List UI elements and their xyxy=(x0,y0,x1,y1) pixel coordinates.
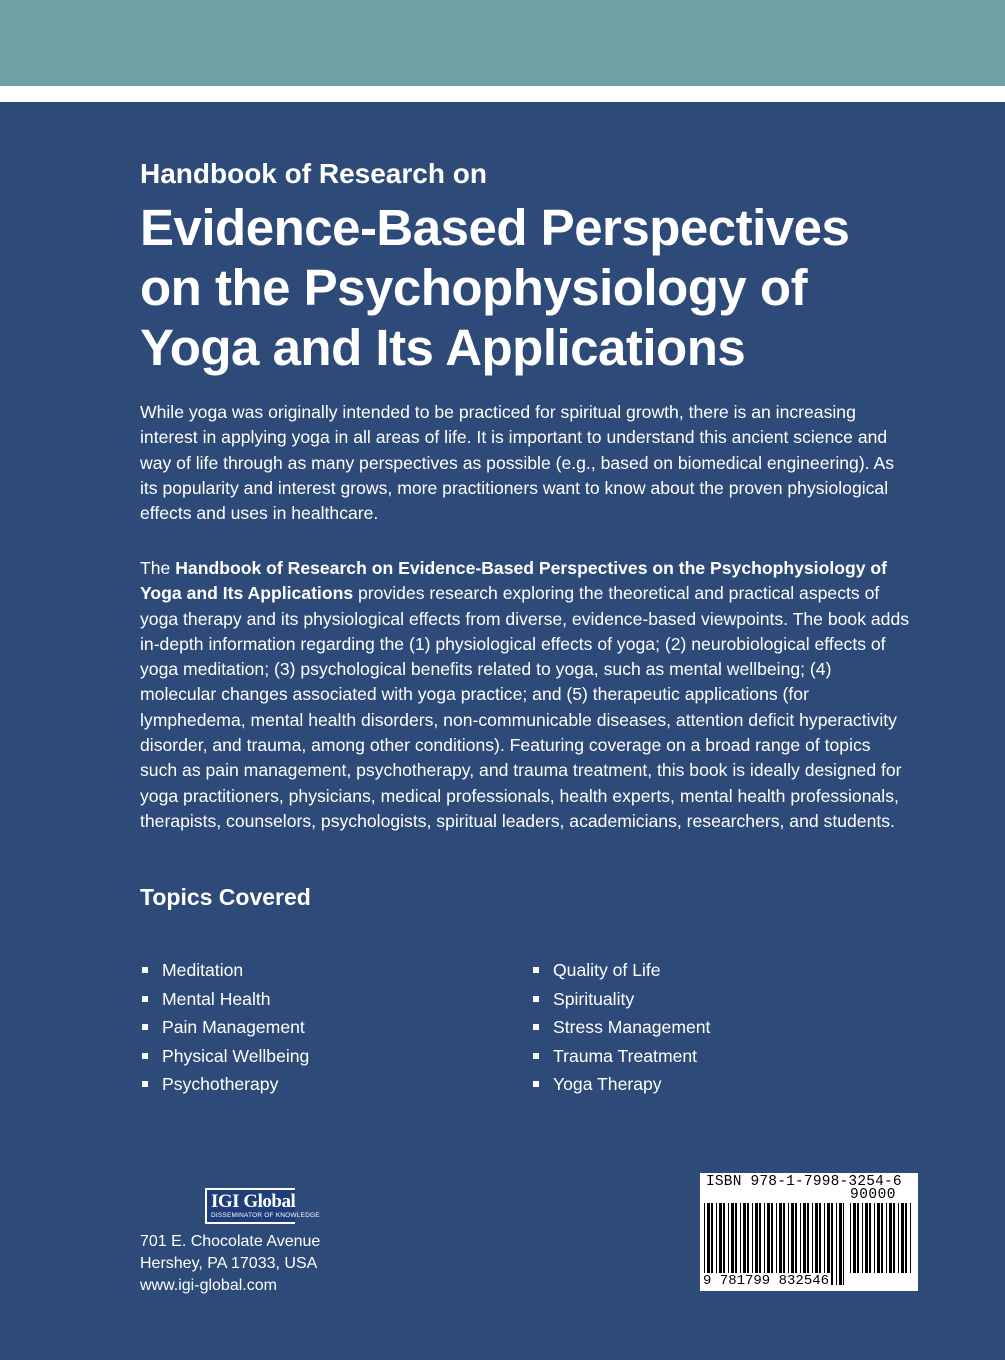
publisher-website: www.igi-global.com xyxy=(140,1277,277,1294)
topic-item: Quality of Life xyxy=(531,956,710,985)
addon-barcode-bars xyxy=(850,1203,912,1273)
ean-digits: 9 781799 832546 xyxy=(703,1273,830,1289)
topic-item: Pain Management xyxy=(140,1013,309,1042)
description-paragraph-1: While yoga was originally intended to be practiced for spiritual growth, there is an increasing interest in applying yoga in all areas of life. It is important to understand this ancient science and way of life through as many perspectives as possible (e.g., based on biomedical engineering). As its popularity and interest grows, more practitioners want to know about the proven physiological effects and uses in healthcare. xyxy=(140,402,895,524)
barcode-bar xyxy=(881,1203,883,1273)
barcode-bar xyxy=(850,1203,851,1273)
barcode-bar xyxy=(836,1203,837,1285)
logo-background xyxy=(207,1190,320,1222)
book-title-line: on the Psychophysiology of xyxy=(140,259,808,316)
isbn-barcode xyxy=(700,1173,918,1291)
barcode-bar xyxy=(839,1203,842,1285)
paragraph-book-title: Handbook of Research on Evidence-Based Perspectives on the Psychophysiology of Yoga and Its Applications xyxy=(140,558,887,604)
barcode-bar xyxy=(905,1203,907,1273)
barcode-bar xyxy=(869,1203,871,1273)
barcode-bar xyxy=(889,1203,892,1273)
barcode-bar xyxy=(893,1203,895,1273)
address-street: 701 E. Chocolate Avenue xyxy=(140,1233,321,1250)
topic-item: Yoga Therapy xyxy=(531,1070,710,1099)
book-title-line: Evidence-Based Perspectives xyxy=(140,199,850,256)
igi-global-logo xyxy=(205,1188,320,1224)
barcode-bar xyxy=(898,1203,899,1273)
paragraph-lead: The xyxy=(140,558,176,578)
book-title-line: Yoga and Its Applications xyxy=(140,319,746,376)
isbn-label: ISBN 978-1-7998-3254-6 xyxy=(706,1174,902,1190)
barcode-bar xyxy=(910,1203,911,1273)
topics-list-right xyxy=(531,956,710,1099)
publisher-address xyxy=(140,1231,320,1297)
logo-name: IGI Global xyxy=(211,1191,296,1212)
description-paragraph-2 xyxy=(140,556,910,834)
top-color-band xyxy=(0,0,1005,86)
barcode-bar xyxy=(874,1203,875,1273)
topic-item: Meditation xyxy=(140,956,309,985)
topic-item: Trauma Treatment xyxy=(531,1042,710,1071)
address-city: Hershey, PA 17033, USA xyxy=(140,1255,318,1272)
barcode-bar xyxy=(886,1203,887,1273)
topics-heading: Topics Covered xyxy=(140,884,311,910)
barcode-bar xyxy=(862,1203,863,1273)
topic-item: Physical Wellbeing xyxy=(140,1042,309,1071)
topic-item: Psychotherapy xyxy=(140,1070,309,1099)
barcode-bar xyxy=(843,1203,844,1285)
white-divider-stripe xyxy=(0,86,1005,102)
book-pre-title: Handbook of Research on xyxy=(140,158,487,189)
barcode-bar xyxy=(853,1203,856,1273)
barcode-bar xyxy=(901,1203,904,1273)
topics-list-left xyxy=(140,956,309,1099)
book-title xyxy=(140,198,940,378)
barcode-bar xyxy=(831,1203,833,1285)
paragraph-body: provides research exploring the theoretical and practical aspects of yoga therapy and its physiological effects from diverse, evidence-based viewpoints. The book adds in-depth information regarding the (1) physiological effects of yoga; (2) neurobiological effects of yoga meditation; (3) psychological benefits related to yoga, such as mental wellbeing; (4) molecular changes associated with yoga practice; and (5) therapeutic applications (for lymphedema, mental health disorders, non-communicable diseases, attention deficit hyperactivity disorder, and trauma, among other conditions). Featuring coverage on a broad range of topics such as pain management, psychotherapy, and trauma treatment, this book is ideally designed for yoga practitioners, physicians, medical professionals, health experts, mental health professionals, therapists, counselors, psychologists, spiritual leaders, academicians, researchers, and students. xyxy=(140,583,910,831)
topic-item: Stress Management xyxy=(531,1013,710,1042)
topic-item: Spirituality xyxy=(531,985,710,1014)
barcode-bar xyxy=(865,1203,868,1273)
topic-item: Mental Health xyxy=(140,985,309,1014)
logo-tagline: DISSEMINATOR OF KNOWLEDGE xyxy=(211,1212,320,1219)
barcode-bar xyxy=(857,1203,859,1273)
barcode-bar xyxy=(877,1203,880,1273)
price-code: 90000 xyxy=(850,1187,897,1203)
